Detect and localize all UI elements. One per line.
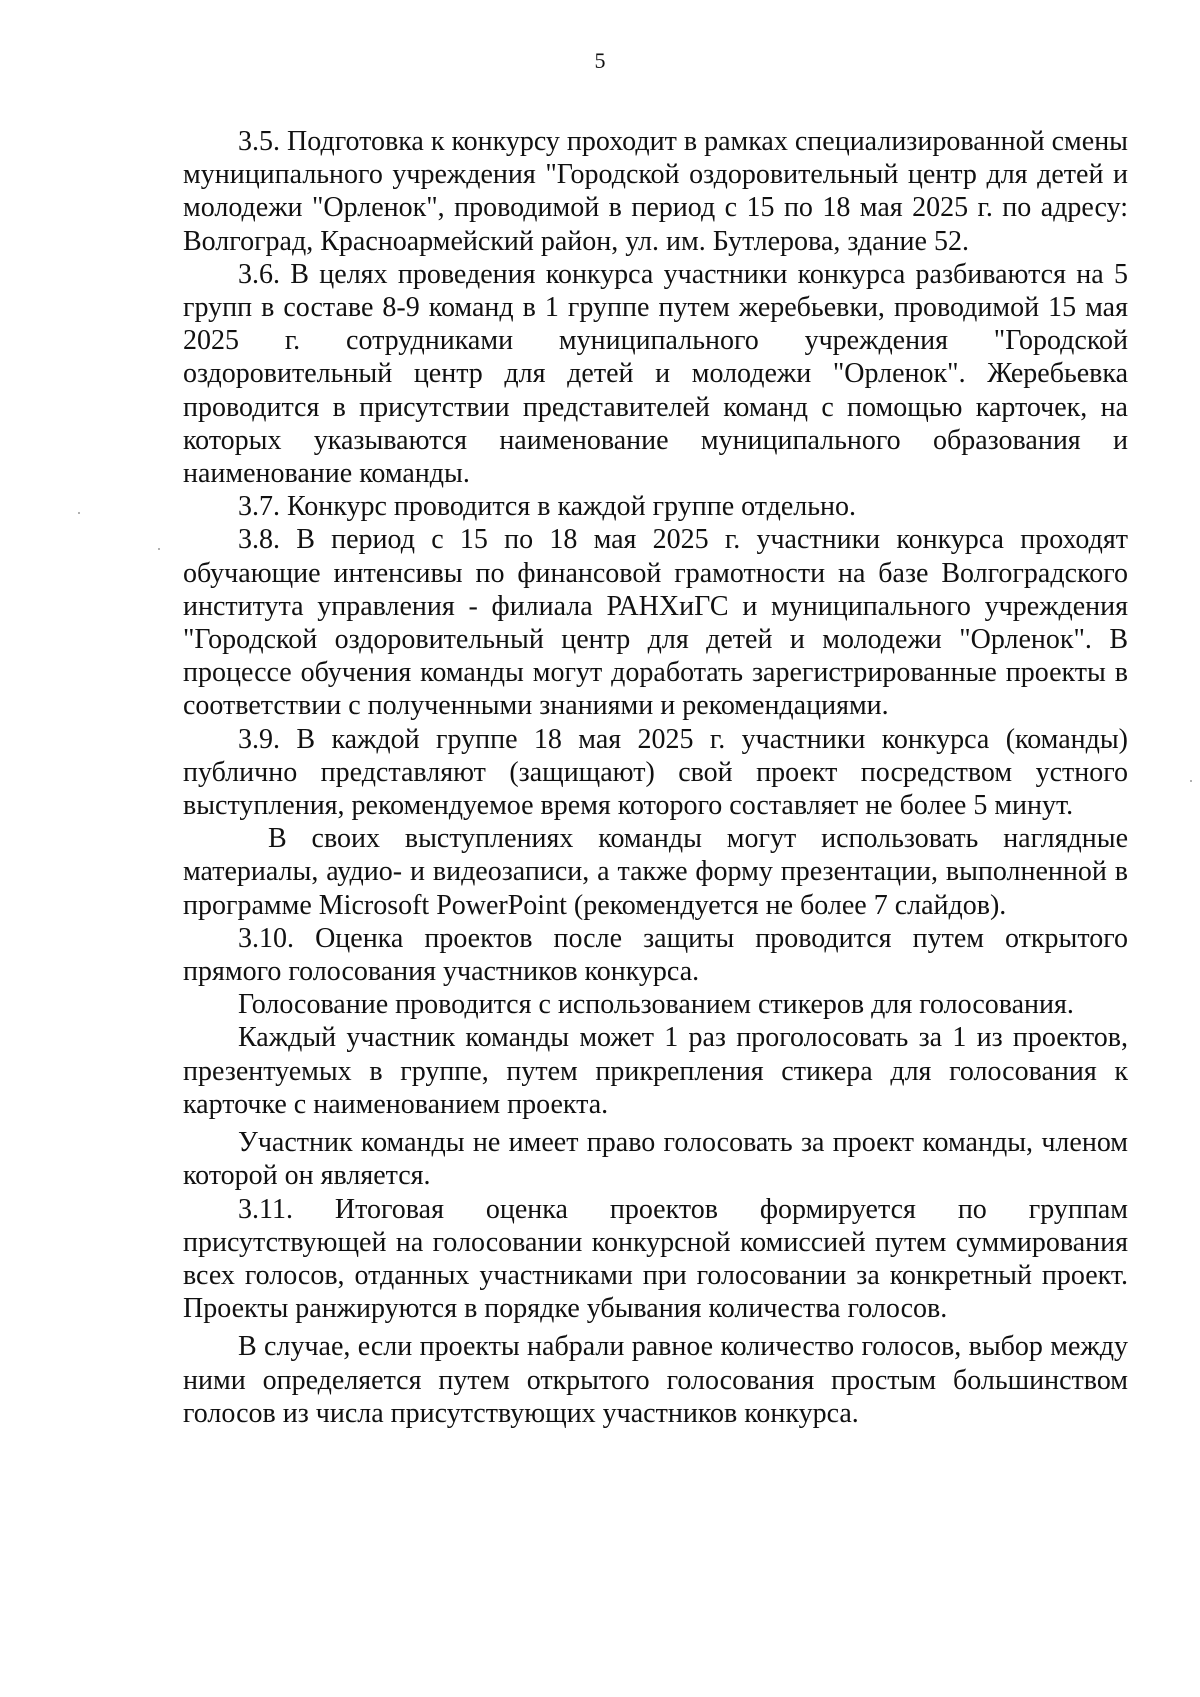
scan-speck [78,512,80,514]
paragraph-3-5: 3.5. Подготовка к конкурсу проходит в рамках специализированной смены муниципального учреждения "Городской оздоровительный центр для детей и молодежи "Орленок", проводимой в период с 15 по 18 мая 2025 г. по адресу: Волгоград, Красноармейский район, ул. им. Бутлерова, здание 52. [183,126,1128,257]
paragraph-3-8: 3.8. В период с 15 по 18 мая 2025 г. участники конкурса проходят обучающие интенсивы по финансовой грамотности на базе Волгоградского института управления - филиала РАНХиГС и муниципального учреждения "Городской оздоровительный центр для детей и молодежи "Орленок". В процессе обучения команды могут доработать зарегистрированные проекты в соответствии с полученными знаниями и рекомендациями. [183,524,1128,722]
paragraph-3-9: 3.9. В каждой группе 18 мая 2025 г. участники конкурса (команды) публично представляют (защищают) свой проект посредством устного выступления, рекомендуемое время которого составляет не более 5 минут. [183,723,1128,822]
scan-speck [1190,780,1192,782]
paragraph-3-6: 3.6. В целях проведения конкурса участники конкурса разбиваются на 5 групп в составе 8-9 команд в 1 группе путем жеребьевки, проводимой 15 мая 2025 г. сотрудниками муниципального учреждения "Городской оздоровительный центр для детей и молодежи "Орленок". Жеребьевка проводится в присутствии представителей команд с помощью карточек, на которых указываются наименование муниципального образования и наименование команды. [183,258,1128,490]
document-body [183,125,1128,1430]
paragraph-voting-restriction: Участник команды не имеет право голосовать за проект команды, членом которой он является. [183,1127,1128,1192]
paragraph-tie-break: В случае, если проекты набрали равное количество голосов, выбор между ними определяется путем открытого голосования простым большинством голосов из числа присутствующих участников конкурса. [183,1331,1128,1429]
paragraph-presentations: В своих выступлениях команды могут использовать наглядные материалы, аудио- и видеозаписи, а также форму презентации, выполненной в программе Microsoft PowerPoint (рекомендуется не более 7 слайдов). [183,823,1128,921]
paragraph-voting-stickers: Голосование проводится с использованием стикеров для голосования. [238,989,1074,1021]
scan-speck [158,548,160,550]
paragraph-3-11: 3.11. Итоговая оценка проектов формируется по группам присутствующей на голосовании конкурсной комиссией путем суммирования всех голосов, отданных участниками при голосовании за конкретный проект. Проекты ранжируются в порядке убывания количества голосов. [183,1193,1128,1325]
paragraph-voting-rule: Каждый участник команды может 1 раз проголосовать за 1 из проектов, презентуемых в группе, путем прикрепления стикера для голосования к карточке с наименованием проекта. [183,1022,1128,1120]
paragraph-3-10: 3.10. Оценка проектов после защиты проводится путем открытого прямого голосования участников конкурса. [183,922,1128,988]
page-number: 5 [594,48,606,73]
paragraph-3-7: 3.7. Конкурс проводится в каждой группе отдельно. [238,491,857,523]
